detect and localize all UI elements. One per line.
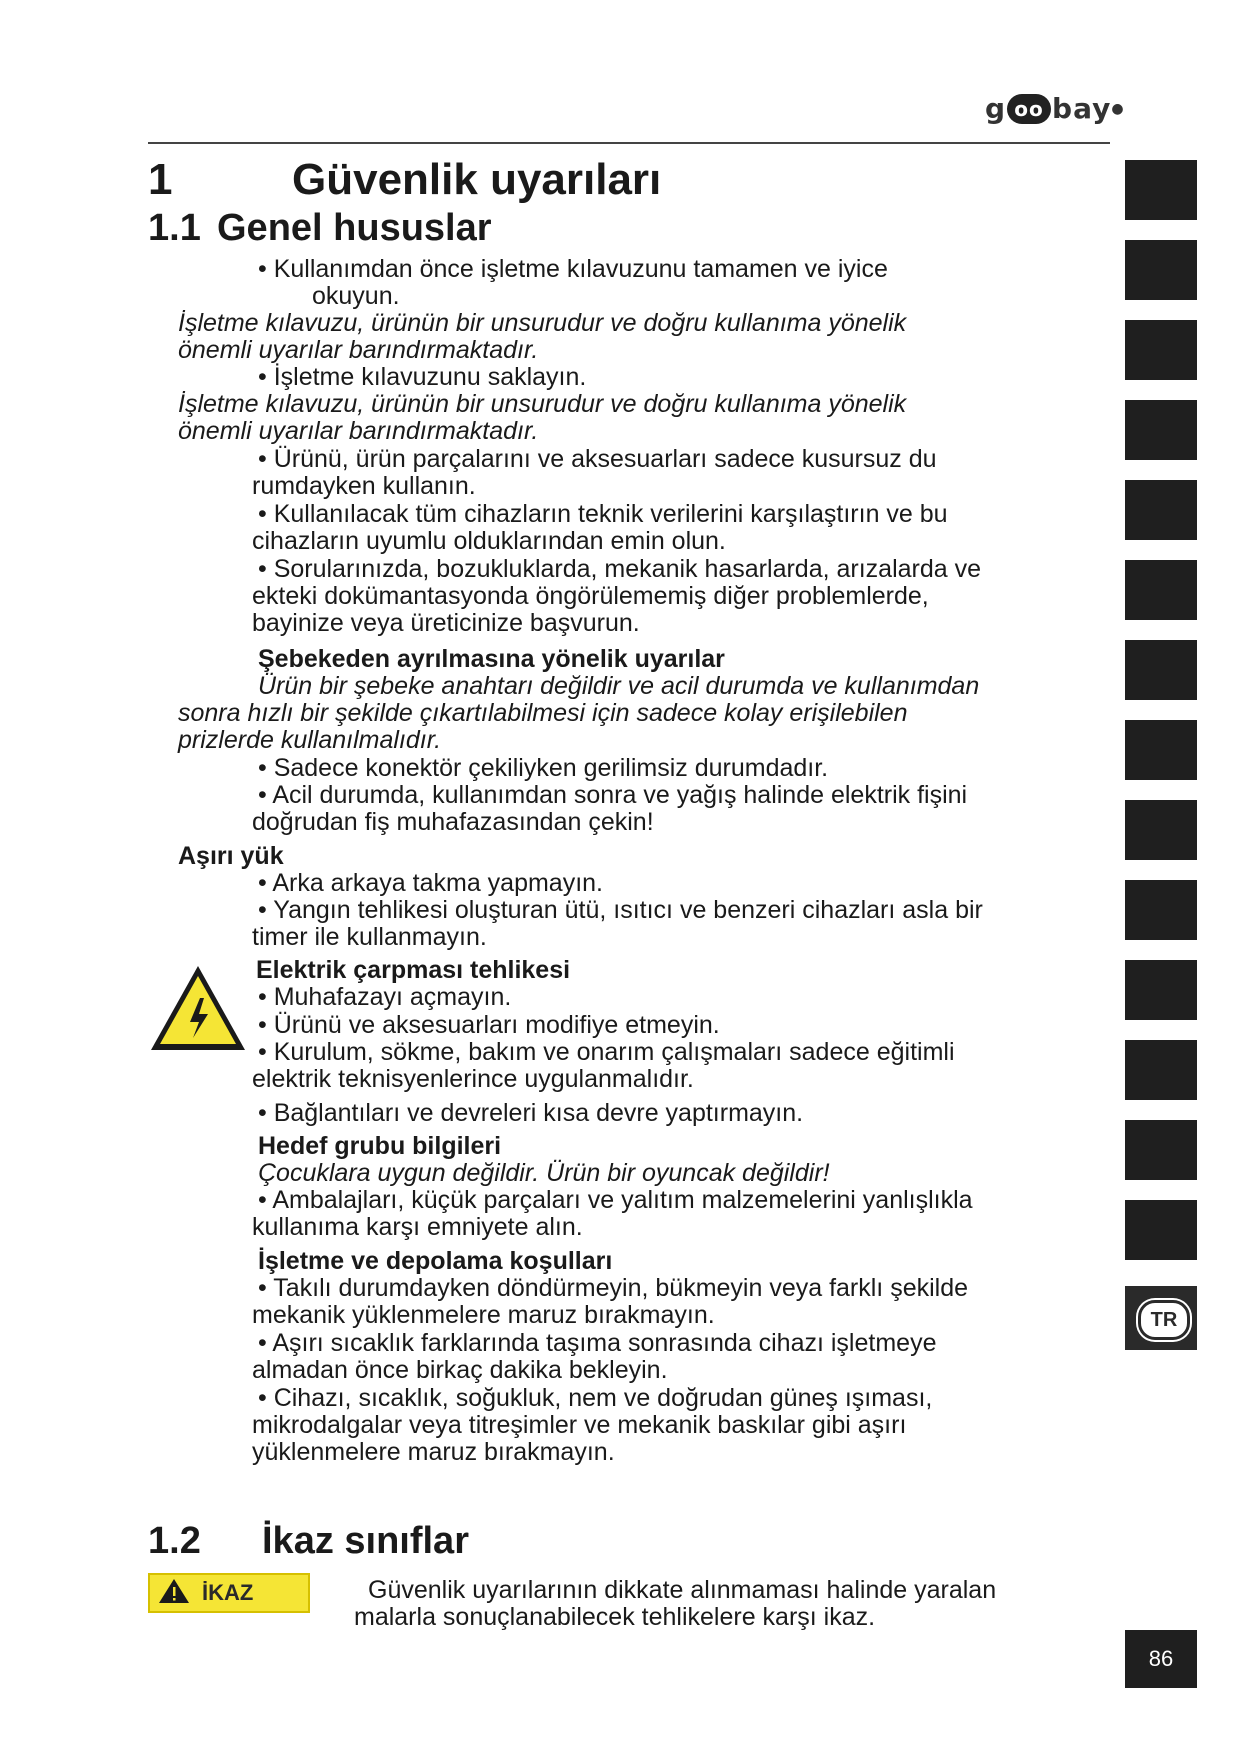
section-1-2-title: İkaz sınıflar bbox=[262, 1520, 469, 1562]
note-text: önemli uyarılar barındırmaktadır. bbox=[178, 417, 539, 445]
list-item-cont: yüklenmelere maruz bırakmayın. bbox=[252, 1438, 615, 1466]
ikaz-label-box bbox=[148, 1573, 310, 1613]
ikaz-description-cont: malarla sonuçlanabilecek tehlikelere karşı ikaz. bbox=[354, 1603, 876, 1631]
list-item: • Arka arkaya takma yapmayın. bbox=[258, 869, 604, 897]
note-text: İşletme kılavuzu, ürünün bir unsurudur ve doğru kullanıma yönelik bbox=[178, 390, 907, 418]
language-tab-tr[interactable] bbox=[1125, 1286, 1197, 1350]
logo-text-left: g bbox=[985, 92, 1007, 125]
header-rule bbox=[148, 142, 1110, 144]
language-tab[interactable] bbox=[1125, 560, 1197, 620]
list-item-cont: mikrodalgalar veya titreşimler ve mekanik baskılar gibi aşırı bbox=[252, 1411, 907, 1439]
language-tab[interactable] bbox=[1125, 1040, 1197, 1100]
section-1-2-number: 1.2 bbox=[148, 1520, 201, 1562]
list-item: • Ürünü, ürün parçalarını ve aksesuarları sadece kusursuz du bbox=[258, 445, 937, 473]
list-item-cont: almadan önce birkaç dakika bekleyin. bbox=[252, 1356, 668, 1384]
language-tab[interactable] bbox=[1125, 240, 1197, 300]
goobay-logo bbox=[985, 92, 1125, 125]
language-tab[interactable] bbox=[1125, 1200, 1197, 1260]
list-item: • Kullanılacak tüm cihazların teknik verilerini karşılaştırın ve bu bbox=[258, 500, 948, 528]
note-text: prizlerde kullanılmalıdır. bbox=[178, 726, 442, 754]
list-item: • Bağlantıları ve devreleri kısa devre yaptırmayın. bbox=[258, 1099, 804, 1127]
subheading-hedef: Hedef grubu bilgileri bbox=[258, 1132, 502, 1160]
subheading-isletme: İşletme ve depolama koşulları bbox=[258, 1247, 613, 1275]
language-tab[interactable] bbox=[1125, 480, 1197, 540]
logo-text-right: bay bbox=[1052, 92, 1112, 125]
list-item: • Yangın tehlikesi oluşturan ütü, ısıtıcı ve benzeri cihazları asla bir bbox=[258, 896, 983, 924]
language-tab-tr-label: TR bbox=[1138, 1300, 1190, 1340]
list-item: • Muhafazayı açmayın. bbox=[258, 983, 512, 1011]
language-tab[interactable] bbox=[1125, 1120, 1197, 1180]
list-item-cont: kullanıma karşı emniyete alın. bbox=[252, 1213, 583, 1241]
language-tab[interactable] bbox=[1125, 400, 1197, 460]
electric-shock-warning-icon bbox=[148, 962, 248, 1054]
list-item-cont: doğrudan fiş muhafazasından çekin! bbox=[252, 808, 654, 836]
language-tab[interactable] bbox=[1125, 960, 1197, 1020]
list-item-cont: bayinize veya üreticinize başvurun. bbox=[252, 609, 640, 637]
logo-text-middle: oo bbox=[1007, 94, 1051, 124]
list-item-cont: timer ile kullanmayın. bbox=[252, 923, 487, 951]
list-item-cont: elektrik teknisyenlerince uygulanmalıdır. bbox=[252, 1065, 694, 1093]
list-item: • Aşırı sıcaklık farklarında taşıma sonrasında cihazı işletmeye bbox=[258, 1329, 937, 1357]
list-item: • Sadece konektör çekiliyken gerilimsiz durumdadır. bbox=[258, 754, 829, 782]
language-tab[interactable] bbox=[1125, 640, 1197, 700]
section-1-title: Güvenlik uyarıları bbox=[292, 155, 662, 204]
section-1-1-number: 1.1 bbox=[148, 207, 201, 249]
list-item-cont: cihazların uyumlu olduklarından emin olun. bbox=[252, 527, 726, 555]
list-item-cont: ekteki dokümantasyonda öngörülememiş diğer problemlerde, bbox=[252, 582, 929, 610]
note-text: İşletme kılavuzu, ürünün bir unsurudur ve doğru kullanıma yönelik bbox=[178, 309, 907, 337]
language-tab[interactable] bbox=[1125, 160, 1197, 220]
list-item-cont: mekanik yüklenmelere maruz bırakmayın. bbox=[252, 1301, 715, 1329]
note-text: önemli uyarılar barındırmaktadır. bbox=[178, 336, 539, 364]
note-text: sonra hızlı bir şekilde çıkartılabilmesi için sadece kolay erişilebilen bbox=[178, 699, 908, 727]
list-item: • Ürünü ve aksesuarları modifiye etmeyin. bbox=[258, 1011, 720, 1039]
subheading-asiri-yuk: Aşırı yük bbox=[178, 842, 284, 870]
language-tabs bbox=[1125, 0, 1197, 1754]
list-item: • İşletme kılavuzunu saklayın. bbox=[258, 363, 587, 391]
ikaz-description: Güvenlik uyarılarının dikkate alınmaması halinde yaralan bbox=[368, 1576, 997, 1604]
ikaz-label: İKAZ bbox=[202, 1580, 254, 1605]
list-item: • Takılı durumdayken döndürmeyin, bükmeyin veya farklı şekilde bbox=[258, 1274, 969, 1302]
language-tab[interactable] bbox=[1125, 320, 1197, 380]
list-item: • Sorularınızda, bozukluklarda, mekanik hasarlarda, arızalarda ve bbox=[258, 555, 982, 583]
list-item: • Cihazı, sıcaklık, soğukluk, nem ve doğrudan güneş ışıması, bbox=[258, 1384, 933, 1412]
page-number: 86 bbox=[1125, 1630, 1197, 1688]
language-tab[interactable] bbox=[1125, 720, 1197, 780]
language-tab[interactable] bbox=[1125, 800, 1197, 860]
section-1-number: 1 bbox=[148, 155, 173, 204]
note-text: Çocuklara uygun değildir. Ürün bir oyuncak değildir! bbox=[258, 1159, 830, 1187]
warning-triangle-icon bbox=[158, 1578, 190, 1609]
section-1-1-title: Genel hususlar bbox=[217, 207, 492, 249]
list-item: • Acil durumda, kullanımdan sonra ve yağış halinde elektrik fişini bbox=[258, 781, 968, 809]
list-item: • Kurulum, sökme, bakım ve onarım çalışmaları sadece eğitimli bbox=[258, 1038, 955, 1066]
subheading-sebeke: Şebekeden ayrılmasına yönelik uyarılar bbox=[258, 645, 725, 673]
list-item: • Ambalajları, küçük parçaları ve yalıtım malzemelerini yanlışlıkla bbox=[258, 1186, 973, 1214]
list-item-cont: rumdayken kullanın. bbox=[252, 472, 476, 500]
note-text: Ürün bir şebeke anahtarı değildir ve acil durumda ve kullanımdan bbox=[258, 672, 980, 700]
logo-dot: ● bbox=[1111, 100, 1125, 117]
language-tab[interactable] bbox=[1125, 880, 1197, 940]
subheading-elektrik: Elektrik çarpması tehlikesi bbox=[256, 956, 571, 984]
list-item-cont: okuyun. bbox=[312, 282, 400, 310]
list-item: • Kullanımdan önce işletme kılavuzunu tamamen ve iyice bbox=[258, 255, 888, 283]
